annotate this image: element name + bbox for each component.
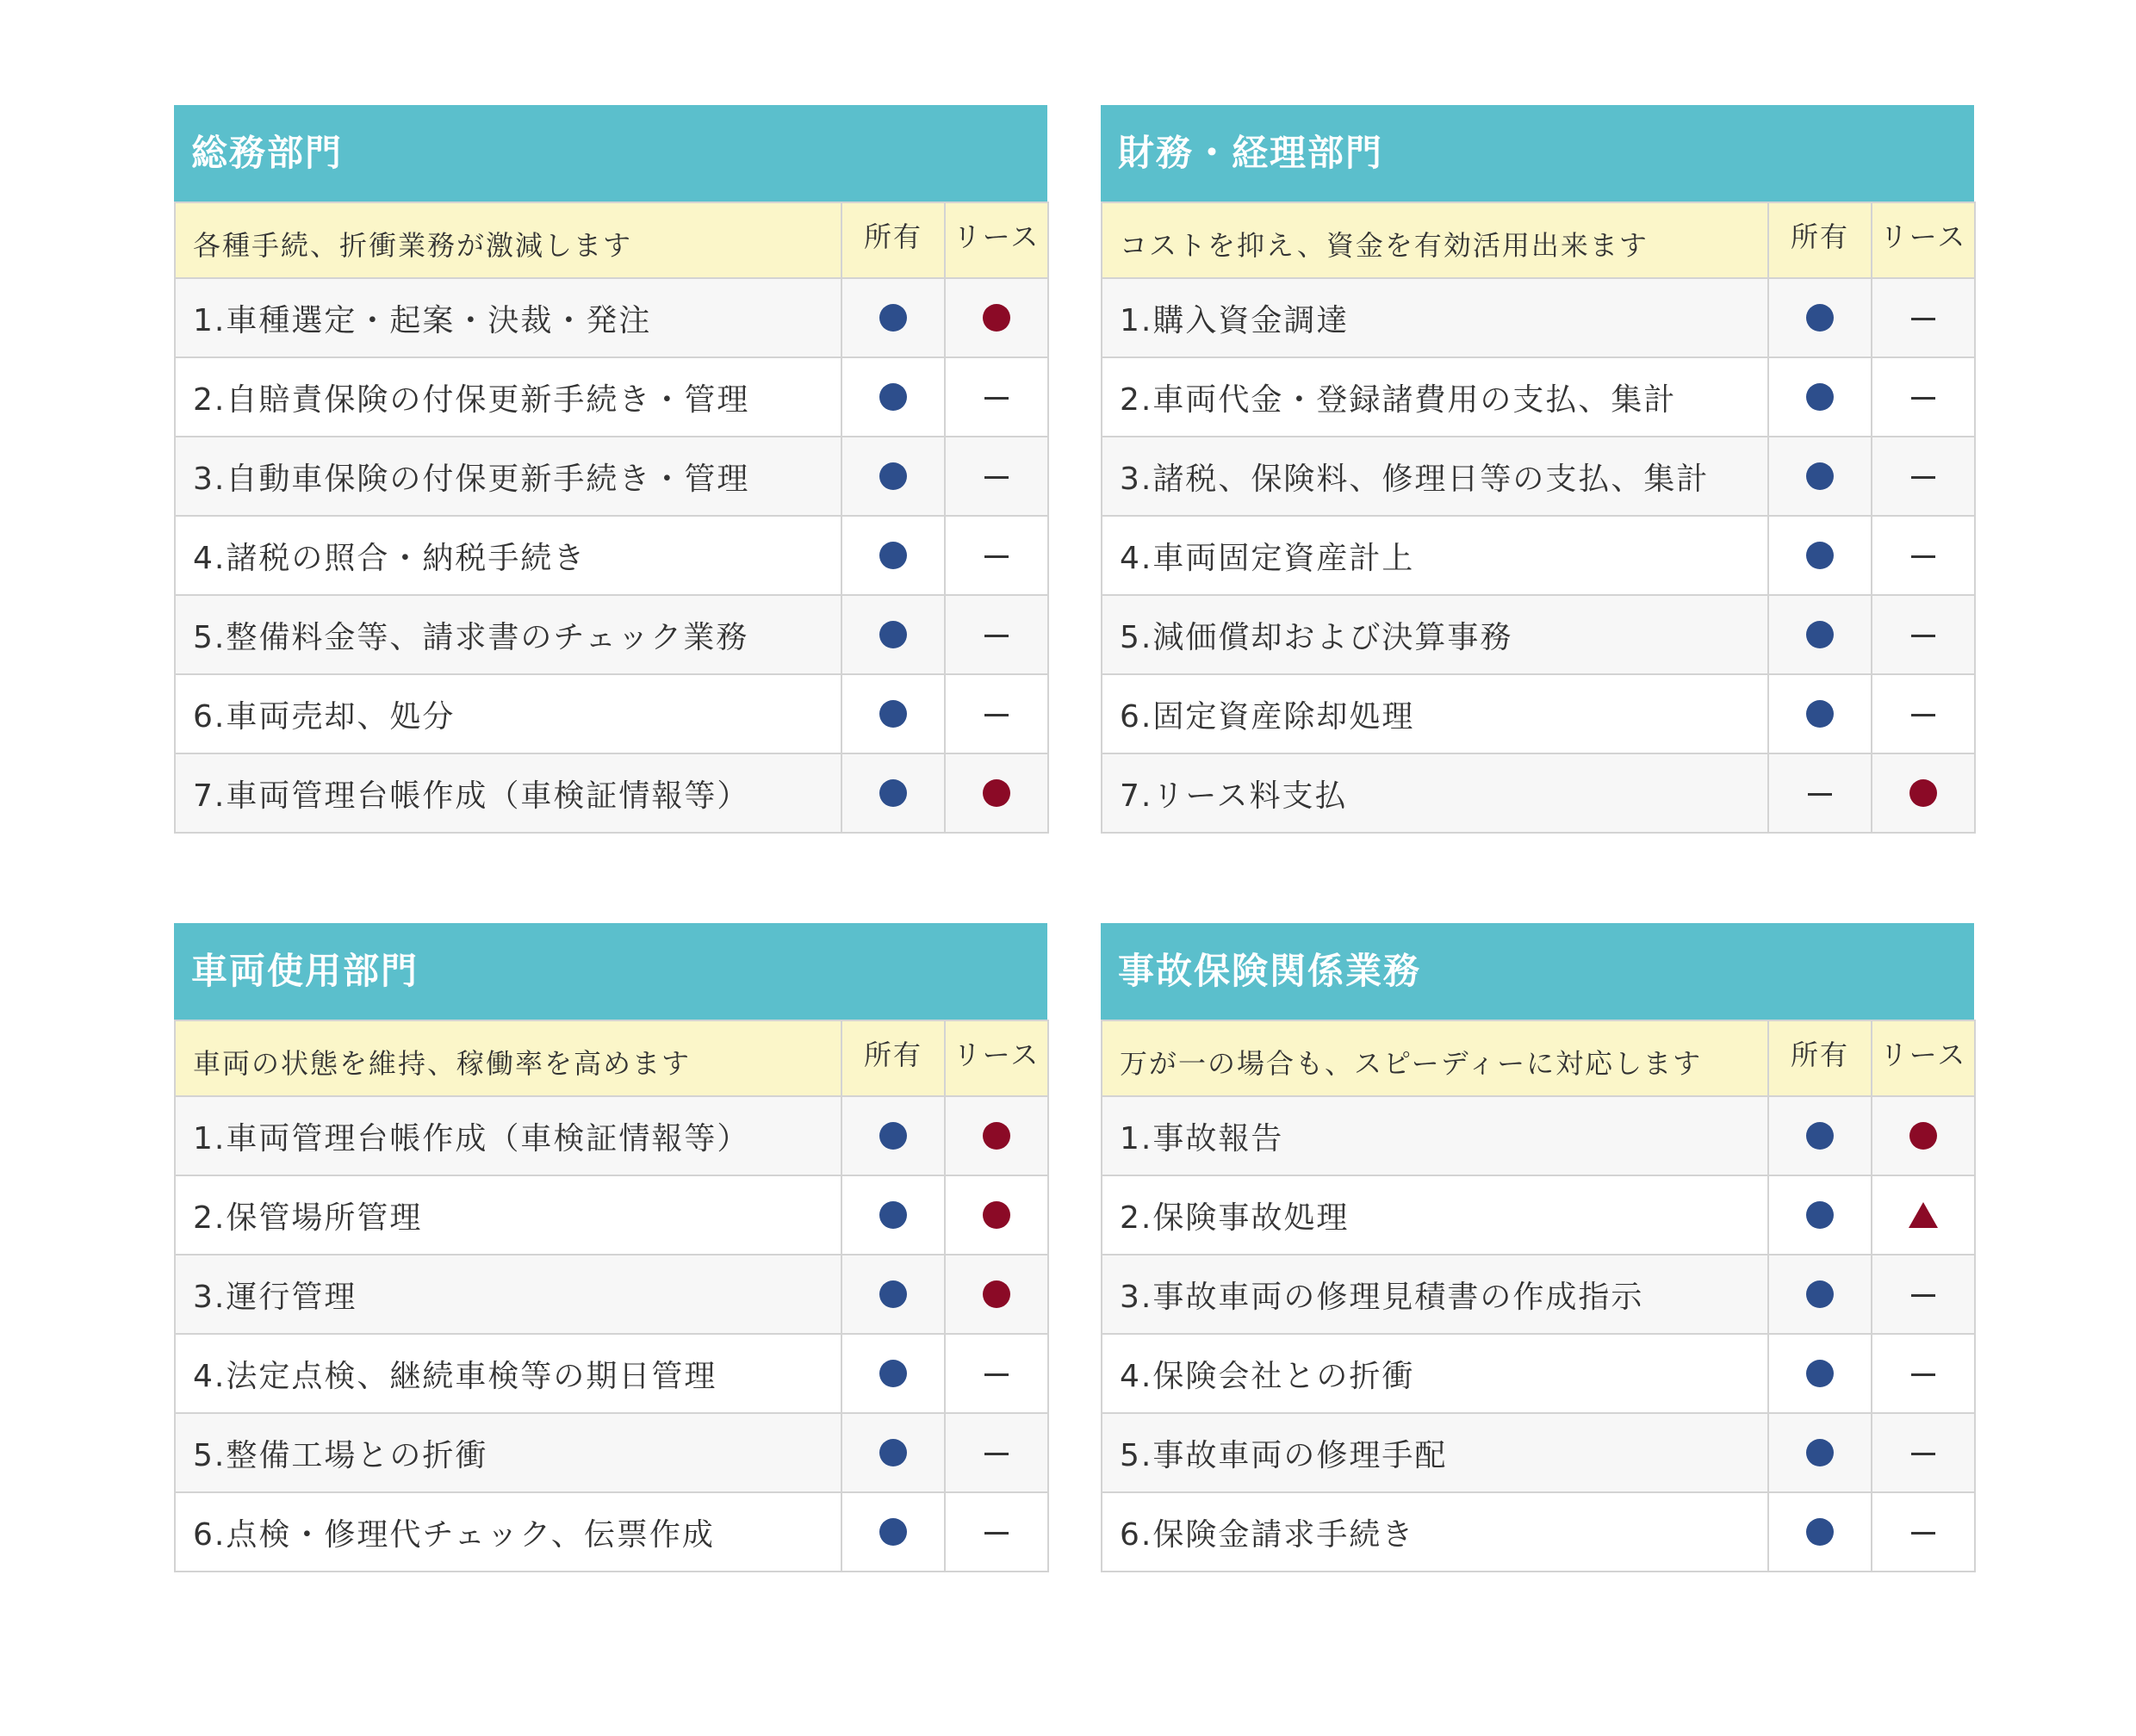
dash-mark-icon [1911, 1453, 1935, 1455]
table-row [1102, 1334, 1975, 1413]
dash-mark-icon [1911, 476, 1935, 479]
owned-mark-cell [1768, 674, 1872, 753]
task-label: 2.車両代金・登録諸費用の支払、集計 [1102, 357, 1768, 437]
lease-mark-cell [945, 437, 1048, 516]
lease-mark-cell [1872, 1413, 1975, 1492]
comparison-table [174, 202, 1049, 834]
task-label: 6.点検・修理代チェック、伝票作成 [175, 1492, 841, 1572]
column-header-owned: 所有 [1768, 1020, 1872, 1096]
section-description: 各種手続、折衝業務が激減します [175, 202, 841, 278]
owned-mark-cell [841, 595, 945, 674]
red-circle-mark-icon [1909, 779, 1937, 807]
table-row [175, 1492, 1048, 1572]
dash-mark-icon [984, 476, 1009, 479]
section-panel-vehicle-usage [174, 923, 1047, 1572]
task-label: 1.事故報告 [1102, 1096, 1768, 1175]
dash-mark-icon [1911, 714, 1935, 716]
blue-circle-mark-icon [879, 1360, 907, 1387]
owned-mark-cell [841, 437, 945, 516]
task-label: 4.諸税の照合・納税手続き [175, 516, 841, 595]
lease-mark-cell [1872, 278, 1975, 357]
owned-mark-cell [1768, 278, 1872, 357]
table-row [175, 278, 1048, 357]
task-label: 3.運行管理 [175, 1255, 841, 1334]
blue-circle-mark-icon [1806, 1360, 1834, 1387]
dash-mark-icon [1911, 397, 1935, 400]
column-header-owned: 所有 [841, 202, 945, 278]
dash-mark-icon [984, 635, 1009, 637]
dash-mark-icon [984, 714, 1009, 716]
lease-mark-cell [1872, 357, 1975, 437]
owned-mark-cell [841, 357, 945, 437]
section-title: 事故保険関係業務 [1101, 923, 1974, 1020]
blue-circle-mark-icon [1806, 1201, 1834, 1229]
table-row [175, 1096, 1048, 1175]
section-description: 万が一の場合も、スピーディーに対応します [1102, 1020, 1768, 1096]
owned-mark-cell [841, 1096, 945, 1175]
blue-circle-mark-icon [1806, 542, 1834, 569]
task-label: 5.整備工場との折衝 [175, 1413, 841, 1492]
owned-mark-cell [841, 1255, 945, 1334]
blue-circle-mark-icon [879, 621, 907, 648]
table-row [1102, 1492, 1975, 1572]
blue-circle-mark-icon [879, 383, 907, 411]
lease-mark-cell [945, 357, 1048, 437]
lease-mark-cell [945, 516, 1048, 595]
dash-mark-icon [1911, 1294, 1935, 1297]
table-row [1102, 278, 1975, 357]
column-header-lease: リース [945, 1020, 1048, 1096]
table-row [1102, 437, 1975, 516]
comparison-table [1101, 202, 1976, 834]
table-row [1102, 516, 1975, 595]
section-title: 車両使用部門 [174, 923, 1047, 1020]
task-label: 3.事故車両の修理見積書の作成指示 [1102, 1255, 1768, 1334]
lease-mark-cell [945, 1492, 1048, 1572]
blue-circle-mark-icon [879, 1280, 907, 1308]
owned-mark-cell [1768, 437, 1872, 516]
section-title: 財務・経理部門 [1101, 105, 1974, 202]
table-subheader [1102, 1020, 1975, 1096]
blue-circle-mark-icon [1806, 462, 1834, 490]
dash-mark-icon [1808, 793, 1832, 796]
lease-mark-cell [1872, 753, 1975, 833]
task-label: 6.車両売却、処分 [175, 674, 841, 753]
lease-mark-cell [945, 1175, 1048, 1255]
owned-mark-cell [841, 1334, 945, 1413]
table-row [1102, 1096, 1975, 1175]
owned-mark-cell [841, 278, 945, 357]
table-row [1102, 674, 1975, 753]
dash-mark-icon [984, 397, 1009, 400]
table-row [1102, 595, 1975, 674]
table-row [175, 437, 1048, 516]
blue-circle-mark-icon [1806, 700, 1834, 728]
red-circle-mark-icon [983, 304, 1010, 332]
lease-mark-cell [945, 278, 1048, 357]
section-panel-accident-insurance [1101, 923, 1974, 1572]
lease-mark-cell [945, 1413, 1048, 1492]
lease-mark-cell [1872, 674, 1975, 753]
column-header-lease: リース [1872, 202, 1975, 278]
table-row [1102, 1255, 1975, 1334]
blue-circle-mark-icon [1806, 383, 1834, 411]
lease-mark-cell [945, 1334, 1048, 1413]
owned-mark-cell [1768, 1413, 1872, 1492]
dash-mark-icon [984, 1373, 1009, 1376]
lease-mark-cell [1872, 1334, 1975, 1413]
task-label: 1.購入資金調達 [1102, 278, 1768, 357]
task-label: 1.車種選定・起案・決裁・発注 [175, 278, 841, 357]
lease-mark-cell [1872, 516, 1975, 595]
blue-circle-mark-icon [1806, 1518, 1834, 1546]
task-label: 4.法定点検、継続車検等の期日管理 [175, 1334, 841, 1413]
lease-mark-cell [1872, 1492, 1975, 1572]
dash-mark-icon [1911, 1373, 1935, 1376]
task-label: 4.保険会社との折衝 [1102, 1334, 1768, 1413]
table-row [175, 753, 1048, 833]
red-circle-mark-icon [983, 1280, 1010, 1308]
owned-mark-cell [1768, 595, 1872, 674]
lease-mark-cell [945, 1096, 1048, 1175]
table-row [175, 1413, 1048, 1492]
dash-mark-icon [1911, 555, 1935, 558]
blue-circle-mark-icon [879, 1518, 907, 1546]
table-row [175, 674, 1048, 753]
blue-circle-mark-icon [879, 304, 907, 332]
lease-mark-cell [945, 1255, 1048, 1334]
lease-mark-cell [945, 674, 1048, 753]
table-row [175, 357, 1048, 437]
task-label: 1.車両管理台帳作成（車検証情報等） [175, 1096, 841, 1175]
lease-mark-cell [945, 595, 1048, 674]
column-header-owned: 所有 [1768, 202, 1872, 278]
blue-circle-mark-icon [879, 542, 907, 569]
task-label: 3.諸税、保険料、修理日等の支払、集計 [1102, 437, 1768, 516]
section-panel-finance-accounting [1101, 105, 1974, 834]
blue-circle-mark-icon [1806, 1122, 1834, 1150]
table-subheader [175, 202, 1048, 278]
table-row [1102, 357, 1975, 437]
red-circle-mark-icon [983, 779, 1010, 807]
table-row [175, 516, 1048, 595]
column-header-lease: リース [1872, 1020, 1975, 1096]
section-panel-general-affairs [174, 105, 1047, 834]
dash-mark-icon [984, 555, 1009, 558]
owned-mark-cell [1768, 1175, 1872, 1255]
owned-mark-cell [1768, 516, 1872, 595]
lease-mark-cell [1872, 437, 1975, 516]
task-label: 5.減価償却および決算事務 [1102, 595, 1768, 674]
owned-mark-cell [841, 1413, 945, 1492]
comparison-table [1101, 1020, 1976, 1572]
blue-circle-mark-icon [879, 779, 907, 807]
blue-circle-mark-icon [1806, 1280, 1834, 1308]
blue-circle-mark-icon [879, 462, 907, 490]
table-row [1102, 753, 1975, 833]
task-label: 3.自動車保険の付保更新手続き・管理 [175, 437, 841, 516]
lease-mark-cell [1872, 1096, 1975, 1175]
blue-circle-mark-icon [879, 1122, 907, 1150]
table-row [175, 1255, 1048, 1334]
dash-mark-icon [984, 1453, 1009, 1455]
table-row [175, 1334, 1048, 1413]
lease-mark-cell [1872, 595, 1975, 674]
lease-mark-cell [1872, 1175, 1975, 1255]
column-header-owned: 所有 [841, 1020, 945, 1096]
owned-mark-cell [841, 1175, 945, 1255]
task-label: 5.事故車両の修理手配 [1102, 1413, 1768, 1492]
dash-mark-icon [984, 1532, 1009, 1534]
dash-mark-icon [1911, 635, 1935, 637]
owned-mark-cell [841, 753, 945, 833]
red-circle-mark-icon [1909, 1122, 1937, 1150]
table-row [1102, 1175, 1975, 1255]
task-label: 2.保管場所管理 [175, 1175, 841, 1255]
red-triangle-mark-icon [1909, 1202, 1938, 1228]
blue-circle-mark-icon [1806, 1439, 1834, 1466]
owned-mark-cell [1768, 357, 1872, 437]
blue-circle-mark-icon [1806, 304, 1834, 332]
owned-mark-cell [1768, 1492, 1872, 1572]
task-label: 2.保険事故処理 [1102, 1175, 1768, 1255]
comparison-table [174, 1020, 1049, 1572]
task-label: 7.リース料支払 [1102, 753, 1768, 833]
task-label: 2.自賠責保険の付保更新手続き・管理 [175, 357, 841, 437]
lease-mark-cell [945, 753, 1048, 833]
section-title: 総務部門 [174, 105, 1047, 202]
red-circle-mark-icon [983, 1122, 1010, 1150]
task-label: 4.車両固定資産計上 [1102, 516, 1768, 595]
table-row [1102, 1413, 1975, 1492]
task-label: 6.保険金請求手続き [1102, 1492, 1768, 1572]
red-circle-mark-icon [983, 1201, 1010, 1229]
task-label: 6.固定資産除却処理 [1102, 674, 1768, 753]
section-description: コストを抑え、資金を有効活用出来ます [1102, 202, 1768, 278]
table-row [175, 1175, 1048, 1255]
blue-circle-mark-icon [879, 1439, 907, 1466]
table-row [175, 595, 1048, 674]
table-subheader [1102, 202, 1975, 278]
owned-mark-cell [1768, 1334, 1872, 1413]
blue-circle-mark-icon [879, 1201, 907, 1229]
dash-mark-icon [1911, 1532, 1935, 1534]
column-header-lease: リース [945, 202, 1048, 278]
owned-mark-cell [1768, 1096, 1872, 1175]
blue-circle-mark-icon [1806, 621, 1834, 648]
owned-mark-cell [841, 674, 945, 753]
owned-mark-cell [1768, 1255, 1872, 1334]
owned-mark-cell [841, 1492, 945, 1572]
table-subheader [175, 1020, 1048, 1096]
owned-mark-cell [1768, 753, 1872, 833]
lease-mark-cell [1872, 1255, 1975, 1334]
owned-mark-cell [841, 516, 945, 595]
dash-mark-icon [1911, 318, 1935, 320]
blue-circle-mark-icon [879, 700, 907, 728]
task-label: 5.整備料金等、請求書のチェック業務 [175, 595, 841, 674]
task-label: 7.車両管理台帳作成（車検証情報等） [175, 753, 841, 833]
section-description: 車両の状態を維持、稼働率を高めます [175, 1020, 841, 1096]
